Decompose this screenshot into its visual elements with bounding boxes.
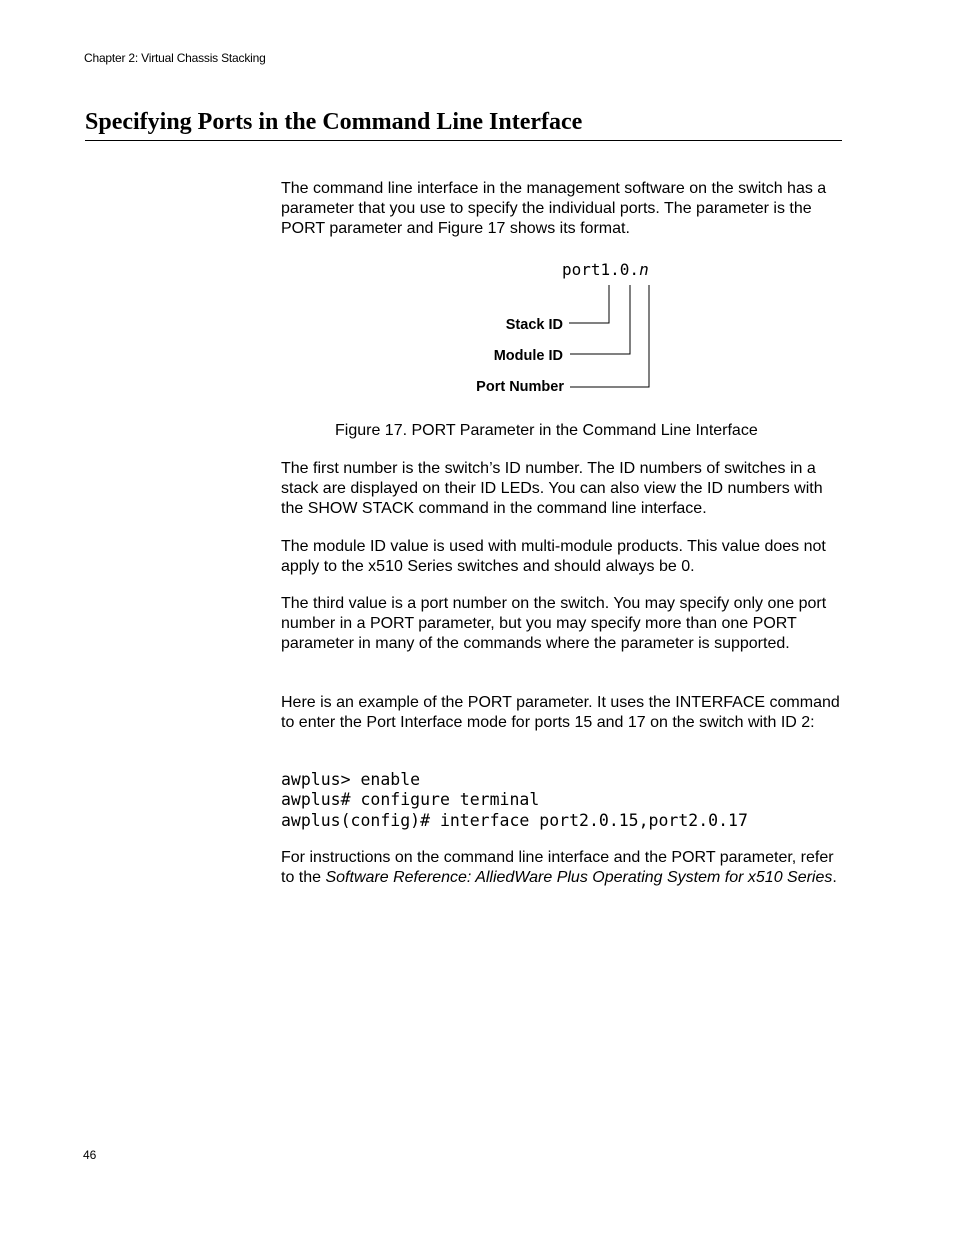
- port-format-code: [562, 260, 649, 279]
- stack-id-label: Stack ID: [505, 317, 563, 333]
- module-id-leader: [570, 285, 630, 354]
- figure-caption: Figure 17. PORT Parameter in the Command Line Interface: [335, 422, 758, 439]
- closing-paragraph: [281, 848, 846, 888]
- port-format-variable: n: [639, 260, 649, 279]
- intro-paragraph: The command line interface in the management software on the switch has a parameter that you use to specify the individual ports. The parameter is the PORT parameter and Figure 17 shows its format.: [281, 180, 827, 238]
- body-paragraph: The third value is a port number on the switch. You may specify only one port number in a PORT parameter, but you may specify more than one PORT parameter in many of the commands where the parameter is supported.: [281, 595, 827, 653]
- code-line: awplus# configure terminal: [281, 790, 540, 810]
- page-number: 46: [83, 1148, 97, 1162]
- running-header: Chapter 2: Virtual Chassis Stacking: [84, 51, 266, 65]
- port-format-figure: [0, 0, 954, 420]
- code-line: awplus(config)# interface port2.0.15,port2.0.17: [281, 810, 748, 830]
- closing-text: For instructions on the command line interface and the PORT parameter, refer to the: [281, 849, 834, 887]
- port-format-prefix: port1.0.: [562, 260, 640, 279]
- closing-end: .: [832, 869, 837, 887]
- code-example: [281, 770, 748, 831]
- port-number-label: Port Number: [476, 379, 564, 395]
- stack-id-leader: [569, 285, 609, 323]
- body-paragraph: The module ID value is used with multi-module products. This value does not apply to the x510 Series switches and should always be 0.: [281, 538, 826, 576]
- module-id-label: Module ID: [493, 348, 563, 364]
- reference-title: Software Reference: AlliedWare Plus Operating System for x510 Series: [325, 869, 833, 887]
- body-paragraph: Here is an example of the PORT parameter. It uses the INTERFACE command to enter the Port Interface mode for ports 15 and 17 on the switch with ID 2:: [281, 694, 840, 732]
- section-title: Specifying Ports in the Command Line Interface: [85, 109, 583, 135]
- body-paragraph: The first number is the switch’s ID number. The ID numbers of switches in a stack are displayed on their ID LEDs. You can also view the ID numbers with the SHOW STACK command in the command line interface.: [281, 460, 823, 518]
- code-line: awplus> enable: [281, 770, 421, 789]
